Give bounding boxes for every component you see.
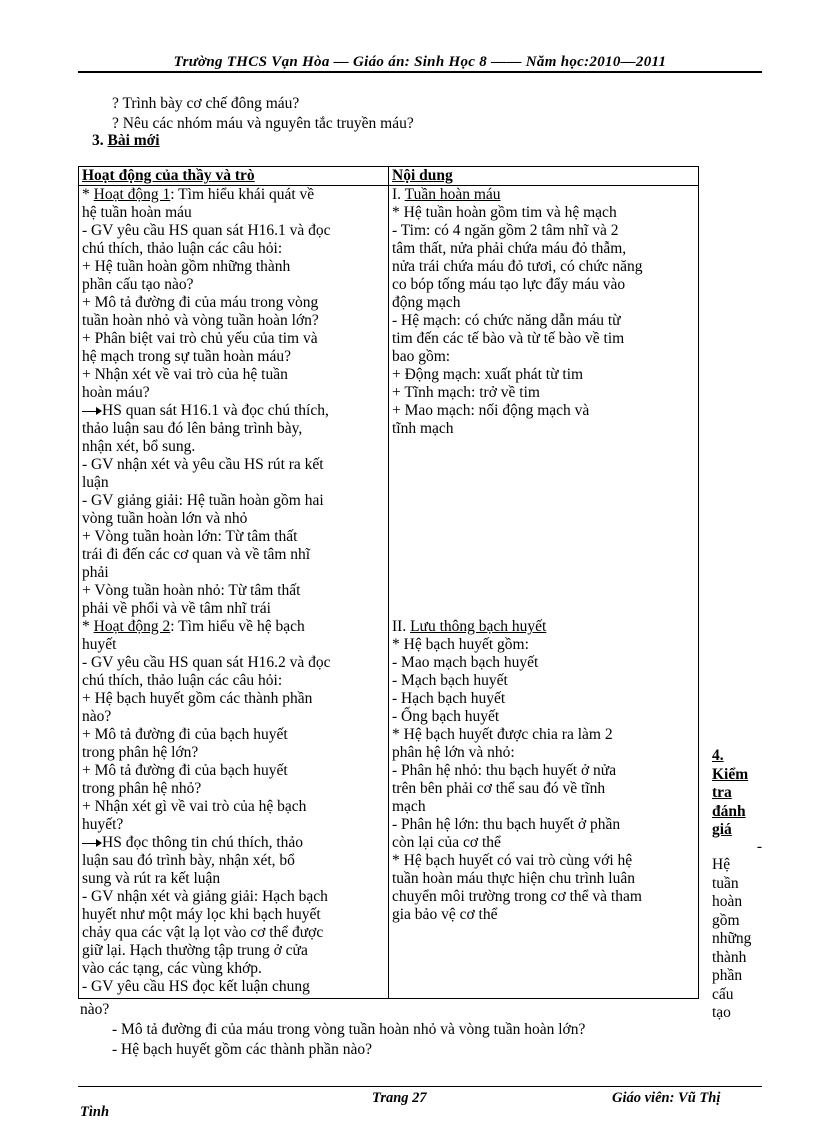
col-header-activities: Hoạt động của thầy và trò	[79, 167, 389, 186]
right-line: - Phân hệ lớn: thu bạch huyết ở phần	[392, 816, 621, 833]
lesson-table	[78, 166, 699, 999]
content-cell	[389, 186, 699, 999]
side-heading-line: đánh	[712, 802, 746, 820]
right-line: - Phân hệ nhỏ: thu bạch huyết ở nửa	[392, 762, 617, 779]
left-line: hệ tuần hoàn máu	[82, 204, 192, 221]
left-line: phải về phổi và về tâm nhĩ trái	[82, 600, 271, 617]
left-line: - GV yêu cầu HS đọc kết luận chung	[82, 978, 310, 995]
left-line: * Hoạt động 2: Tìm hiểu về hệ bạch	[82, 618, 305, 635]
left-line: luận	[82, 474, 109, 491]
left-line: + Mô tả đường đi của máu trong vòng	[82, 294, 319, 311]
right-line: co bóp tống máu tạo lực đẩy máu vào	[392, 276, 626, 293]
right-line: II. Lưu thông bạch huyết	[392, 618, 547, 635]
side-body-line: cấu	[712, 985, 734, 1003]
footer-page-number: Trang 27	[372, 1090, 427, 1106]
left-line: trong phân hệ lớn?	[82, 744, 199, 761]
right-line: - Ống bạch huyết	[392, 708, 500, 725]
side-heading-line: 4.	[712, 747, 724, 764]
left-line: trong phân hệ nhỏ?	[82, 780, 202, 797]
left-line: + Hệ tuần hoàn gồm những thành	[82, 258, 291, 275]
right-line: * Hệ bạch huyết gồm:	[392, 636, 529, 653]
section-heading	[92, 132, 160, 150]
after-table-line: - Hệ bạch huyết gồm các thành phần nào?	[112, 1041, 372, 1058]
footer-teacher-continued: Tình	[80, 1104, 110, 1120]
right-line: tim đến các tế bào và từ tế bào về tim	[392, 330, 625, 347]
left-line: + Nhận xét về vai trò của hệ tuần	[82, 366, 288, 383]
left-line: + Nhận xét gì về vai trò của hệ bạch	[82, 798, 307, 815]
side-body-line: thành	[712, 948, 747, 966]
left-line: - GV nhận xét và yêu cầu HS rút ra kết	[82, 456, 324, 473]
header-rule	[78, 71, 762, 73]
right-line: bao gồm:	[392, 348, 451, 365]
right-line: - Mạch bạch huyết	[392, 672, 508, 689]
right-line: * Hệ bạch huyết được chia ra làm 2	[392, 726, 613, 743]
review-question-2: ? Nêu các nhóm máu và nguyên tắc truyền máu?	[112, 115, 414, 132]
activities-cell	[79, 186, 389, 999]
after-table-line: - Mô tả đường đi của máu trong vòng tuần hoàn nhỏ và vòng tuần hoàn lớn?	[112, 1021, 586, 1038]
left-line: nhận xét, bổ sung.	[82, 438, 196, 455]
footer-rule	[78, 1086, 762, 1087]
side-heading-line: tra	[712, 784, 732, 801]
right-line: nửa trái chứa máu đỏ tươi, có chức năng	[392, 258, 643, 275]
side-body-line: gồm	[712, 911, 740, 929]
right-line: - Hệ mạch: có chức năng dẫn máu từ	[392, 312, 621, 329]
side-heading-line: giá	[712, 821, 732, 838]
right-line: - Hạch bạch huyết	[392, 690, 506, 707]
right-line: tâm thất, nửa phải chứa máu đỏ thẫm,	[392, 240, 627, 257]
side-column	[712, 747, 762, 1023]
side-heading-line: Kiểm	[712, 765, 749, 783]
right-line: - Tim: có 4 ngăn gồm 2 tâm nhĩ và 2	[392, 222, 619, 239]
left-line: - GV nhận xét và giảng giải: Hạch bạch	[82, 888, 328, 905]
left-line: + Vòng tuần hoàn lớn: Từ tâm thất	[82, 528, 298, 545]
left-line: HS đọc thông tin chú thích, thảo	[82, 834, 385, 852]
right-line: - Mao mạch bạch huyết	[392, 654, 539, 671]
left-line: phải	[82, 564, 109, 581]
left-line: * Hoạt động 1: Tìm hiểu khái quát về	[82, 186, 315, 203]
section-title: Bài mới	[107, 132, 160, 149]
side-body-line: tạo	[712, 1004, 731, 1021]
side-body-line: tuần	[712, 874, 739, 892]
left-line: + Hệ bạch huyết gồm các thành phần	[82, 690, 313, 707]
left-line: nào?	[82, 708, 112, 725]
left-line: giữ lại. Hạch thường tập trung ở cửa	[82, 942, 308, 959]
right-line: chuyển môi trường trong cơ thể và tham	[392, 888, 642, 905]
right-line: gia bảo vệ cơ thể	[392, 906, 498, 923]
col-header-content: Nội dung	[389, 167, 699, 186]
right-line: * Hệ bạch huyết có vai trò cùng với hệ	[392, 852, 633, 869]
left-line: huyết như một máy lọc khi bạch huyết	[82, 906, 321, 923]
footer-teacher: Giáo viên: Vũ Thị	[612, 1090, 721, 1106]
left-line: hệ mạch trong sự tuần hoàn máu?	[82, 348, 291, 365]
right-line: phân hệ lớn và nhỏ:	[392, 744, 515, 761]
left-line: huyết	[82, 636, 117, 653]
left-line: hoàn máu?	[82, 384, 150, 401]
right-line: * Hệ tuần hoàn gồm tim và hệ mạch	[392, 204, 617, 221]
arrow-right-icon	[82, 839, 102, 848]
left-line: - GV giảng giải: Hệ tuần hoàn gồm hai	[82, 492, 324, 509]
section-number: 3.	[92, 132, 104, 149]
side-body-line: những	[712, 930, 752, 947]
left-line: - GV yêu cầu HS quan sát H16.2 và đọc	[82, 654, 331, 671]
page-header: Trường THCS Vạn Hòa — Giáo án: Sinh Học 8 —— Năm học:2010—2011	[173, 54, 667, 70]
left-line: + Phân biệt vai trò chủ yếu của tim và	[82, 330, 318, 347]
side-body-line: hoàn	[712, 893, 743, 910]
side-body-line: Hệ	[712, 856, 731, 873]
left-line: huyết?	[82, 816, 124, 833]
left-line: vòng tuần hoàn lớn và nhỏ	[82, 510, 248, 527]
right-line: trên bên phải cơ thể sau đó về tĩnh	[392, 780, 606, 797]
right-line: tuần hoàn máu thực hiện chu trình luân	[392, 870, 635, 887]
side-dash: -	[756, 837, 762, 855]
left-line: phần cấu tạo nào?	[82, 276, 194, 293]
left-line: tuần hoàn nhỏ và vòng tuần hoàn lớn?	[82, 312, 319, 329]
left-line: chú thích, thảo luận các câu hỏi:	[82, 240, 283, 257]
content-spacer	[392, 438, 695, 618]
left-line: sung và rút ra kết luận	[82, 870, 221, 887]
side-body-line: phần	[712, 967, 743, 984]
right-line: I. Tuần hoàn máu	[392, 186, 501, 203]
left-line: thảo luận sau đó lên bảng trình bày,	[82, 420, 303, 437]
arrow-right-icon	[82, 407, 102, 416]
right-line: + Mao mạch: nối động mạch và	[392, 402, 590, 419]
right-line: tĩnh mạch	[392, 420, 454, 437]
right-line: + Tĩnh mạch: trở về tim	[392, 384, 540, 401]
left-line: + Mô tả đường đi của bạch huyết	[82, 726, 288, 743]
review-question-1: ? Trình bày cơ chế đông máu?	[112, 95, 300, 112]
left-line: + Vòng tuần hoàn nhỏ: Từ tâm thất	[82, 582, 301, 599]
left-line: chảy qua các vật lạ lọt vào cơ thể được	[82, 924, 324, 941]
after-table-line: nào?	[80, 1001, 110, 1018]
right-line: còn lại của cơ thể	[392, 834, 501, 851]
right-line: + Động mạch: xuất phát từ tim	[392, 366, 584, 383]
left-line: HS quan sát H16.1 và đọc chú thích,	[82, 402, 385, 420]
left-line: + Mô tả đường đi của bạch huyết	[82, 762, 288, 779]
left-line: chú thích, thảo luận các câu hỏi:	[82, 672, 283, 689]
left-line: - GV yêu cầu HS quan sát H16.1 và đọc	[82, 222, 331, 239]
left-line: trái đi đến các cơ quan và về tâm nhĩ	[82, 546, 311, 563]
left-line: vào các tạng, các vùng khớp.	[82, 960, 262, 977]
left-line: luận sau đó trình bày, nhận xét, bổ	[82, 852, 295, 869]
right-line: động mạch	[392, 294, 461, 311]
right-line: mạch	[392, 798, 426, 815]
